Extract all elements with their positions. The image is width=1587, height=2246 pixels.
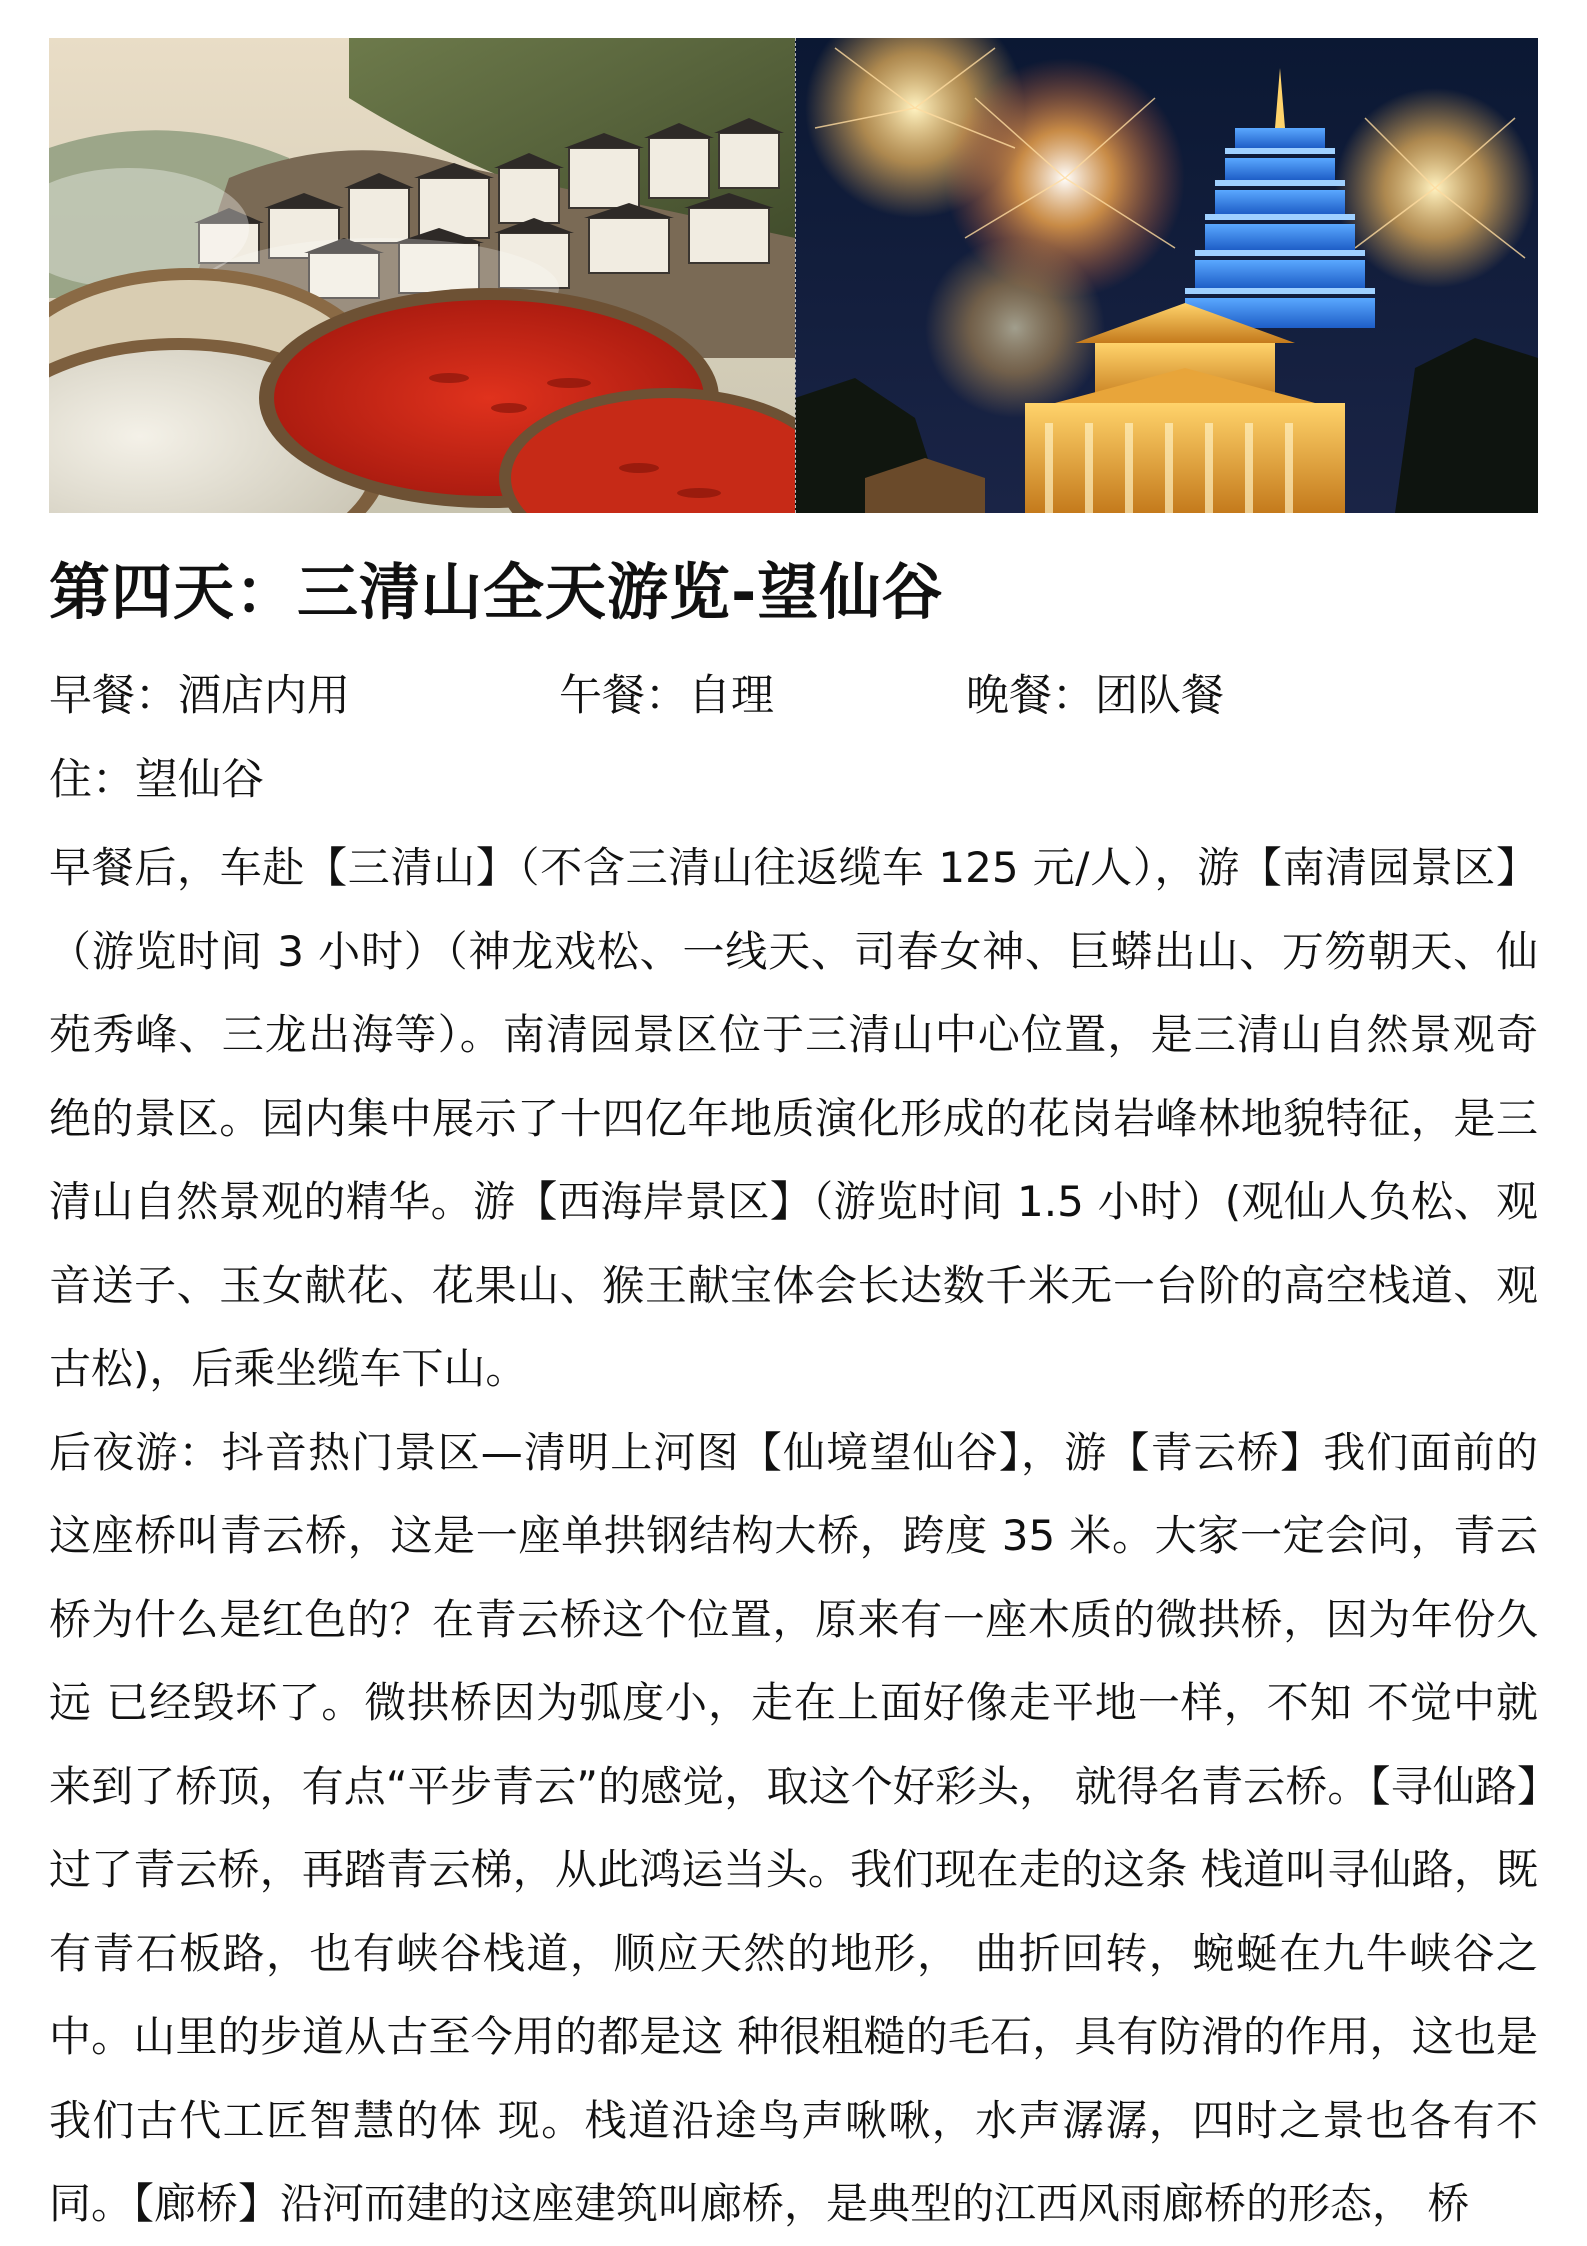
accommodation-info: 住：望仙谷 [49, 755, 264, 805]
breakfast-info: 早餐：酒店内用 [49, 671, 350, 721]
lunch-info: 午餐：自理 [559, 671, 774, 721]
photo-divider [795, 38, 796, 513]
photo-strip [49, 38, 1538, 513]
day-title: 第四天：三清山全天游览-望仙谷 [49, 557, 944, 628]
pagoda-fireworks-photo [795, 38, 1538, 513]
pagoda-photo-art [795, 38, 1538, 513]
itinerary-description [49, 826, 1538, 2246]
village-photo [49, 38, 795, 513]
dinner-info: 晚餐：团队餐 [966, 671, 1224, 721]
meals-row [49, 660, 1538, 732]
paragraph-sanqingshan: 早餐后，车赴【三清山】（不含三清山往返缆车 125 元/人），游【南清园景区】（游览时间 3 小时）（神龙戏松、一线天、司春女神、巨蟒出山、万笏朝天、仙苑秀峰、三龙出海等）。南清园景区位于三清山中心位置，是三清山自然景观奇绝的景区。园内集中展示了十四亿年地质演化形成的花岗岩峰林地貌特征，是三清山自然景观的精华。游【西海岸景区】（游览时间 1.5 小时）(观仙人负松、观音送子、玉女献花、花果山、猴王献宝体会长达数千米无一台阶的高空栈道、观古松)，后乘坐缆车下山。 [49, 843, 1538, 1393]
paragraph-night-tour: 后夜游：抖音热门景区—清明上河图【仙境望仙谷】，游【青云桥】我们面前的这座桥叫青云桥，这是一座单拱钢结构大桥，跨度 35 米。大家一定会问，青云桥为什么是红色的？在青云桥这个位置，原来有一座木质的微拱桥，因为年份久远 已经毁坏了。微拱桥因为弧度小，走在上面好像走平地一样，不知 不觉中就来到了桥顶，有点“平步青云”的感觉，取这个好彩头， 就得名青云桥。【寻仙路】过了青云桥，再踏青云梯，从此鸿运当头。我们现在走的这条 栈道叫寻仙路，既有青石板路，也有峡谷栈道，顺应天然的地形， 曲折回转，蜿蜒在九牛峡谷之中。山里的步道从古至今用的都是这 种很粗糙的毛石，具有防滑的作用，这也是我们古代工匠智慧的体 现。栈道沿途鸟声啾啾，水声潺潺，四时之景也各有不同。【廊桥】沿河而建的这座建筑叫廊桥，是典型的江西风雨廊桥的形态， 桥 [49, 1427, 1538, 2228]
village-photo-art [49, 38, 795, 513]
